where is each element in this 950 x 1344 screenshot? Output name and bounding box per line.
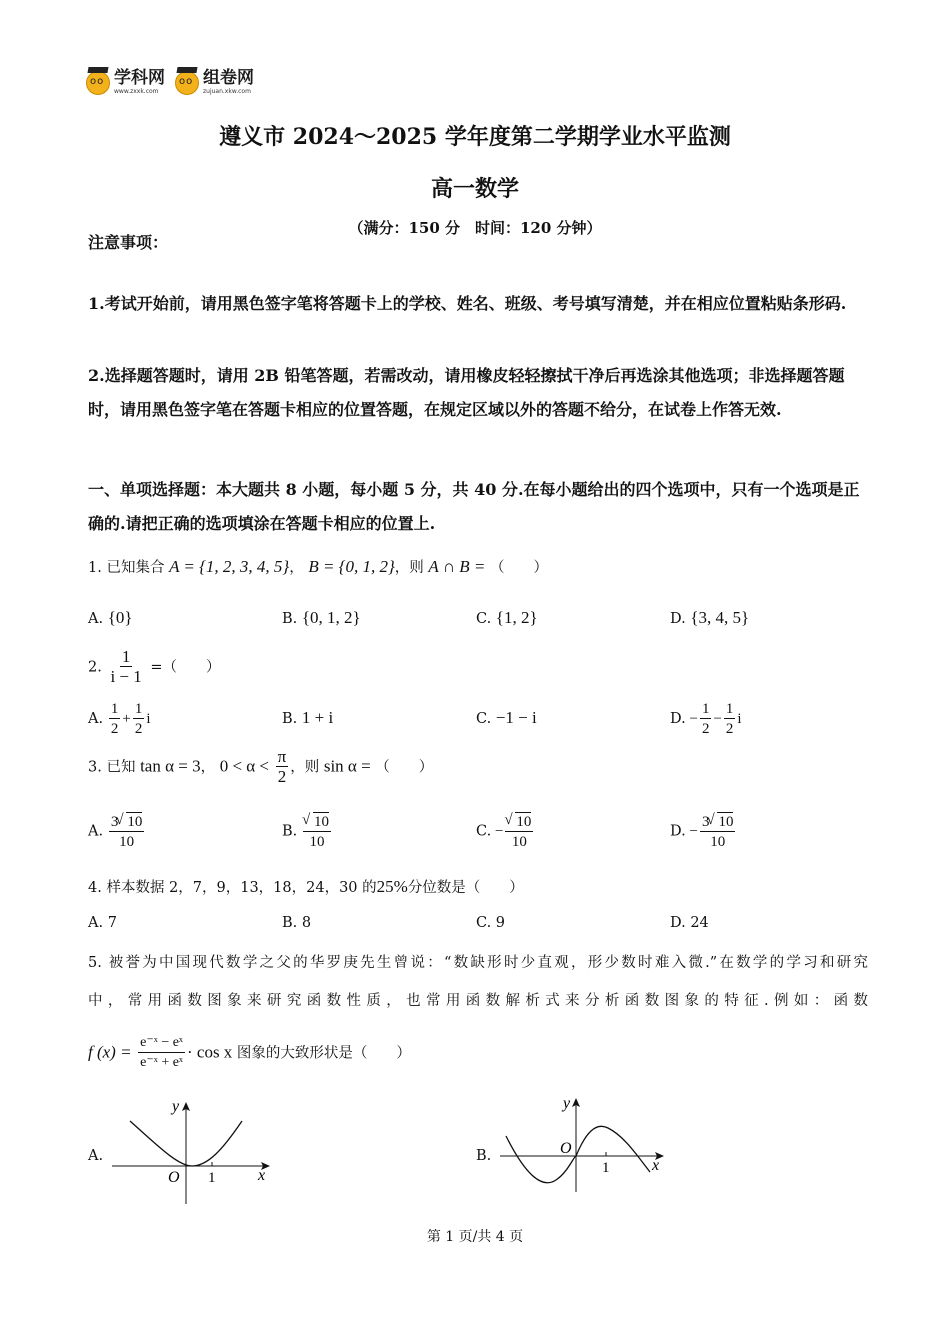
q5-line-1: 5. 被誉为中国现代数学之父的华罗庚先生曾说：“数缺形时少直观，形少数时难入微.”在数学的学习和研究 <box>88 955 868 971</box>
q1-set-a: A = {1, 2, 3, 4, 5} <box>169 557 290 576</box>
q1-separator: ， <box>289 560 304 576</box>
logo-name: 学科网 <box>114 68 165 88</box>
q3-prefix: 3. 已知 <box>88 759 136 776</box>
q2-option-b: B. 1 + i <box>282 708 334 727</box>
q5-graph-b-label: B. <box>476 1148 492 1164</box>
q2-option-c: C. −1 − i <box>476 708 537 727</box>
q5-tail: 图象的大致形状是（ ） <box>236 1045 411 1062</box>
q1-option-c: C. {1, 2} <box>476 608 538 627</box>
q1-answer-paren: （ ） <box>489 560 548 576</box>
question-1 <box>88 556 548 577</box>
notice-item-1: 1.考试开始前，请用黑色签字笔将答题卡上的学校、姓名、班级、考号填写清楚，并在相应位置粘贴条形码. <box>88 294 847 313</box>
q4-option-d: D. 24 <box>670 915 709 931</box>
y-axis-label: y <box>563 1095 571 1112</box>
question-4: 4. 样本数据 2，7，9，13，18，24，30 的25%分位数是（ ） <box>88 877 524 896</box>
question-2 <box>88 648 221 687</box>
q5-graph-b <box>496 1092 676 1200</box>
y-axis-label: y <box>172 1098 180 1115</box>
q3-pi-half: $\frac{\pi}{2}$ <box>277 747 287 786</box>
q1-option-d: D. {3, 4, 5} <box>670 608 750 627</box>
q5-cos: · cos x <box>186 1042 233 1062</box>
logo-zujuan <box>175 70 254 95</box>
q5-fx: f (x) = <box>88 1042 132 1062</box>
x-axis-label: x <box>652 1157 660 1174</box>
q2-tail: =（ ） <box>150 659 221 676</box>
q5-graph-a <box>108 1094 278 1208</box>
q1-intersection: A ∩ B = <box>428 557 486 576</box>
q1-prefix: 1. 已知集合 <box>88 560 165 576</box>
q3-option-b: B. √ $\frac{10}{10}$ <box>282 812 333 852</box>
logo-url: www.zxxk.com <box>114 88 159 95</box>
q5-line-2: 中，常用函数图象来研究函数性质，也常用函数解析式来分析函数图象的特征.例如：函数 <box>88 993 868 1009</box>
q1-option-b: B. {0, 1, 2} <box>282 608 361 627</box>
exam-meta: （满分：150 分 时间：120 分钟） <box>348 219 602 237</box>
q5-fraction: $\frac{\text{e⁻ˣ − eˣ}}{\text{e⁻ˣ + eˣ}}$ <box>140 1035 183 1070</box>
q2-option-d: D. − $\frac{1}{2}$ − $\frac{1}{2}$ i <box>670 701 742 737</box>
q1-option-a: A. {0} <box>88 608 133 627</box>
origin-label: O <box>560 1140 572 1157</box>
page-footer: 第 1 页/共 4 页 <box>426 1229 524 1245</box>
origin-label: O <box>168 1169 180 1186</box>
tick-1-label: 1 <box>602 1160 610 1176</box>
exam-title: 遵义市 2024～2025 学年度第二学期学业水平监测 <box>219 124 731 150</box>
q3-range: 0 < α < <box>219 756 270 776</box>
q4-option-b: B. 8 <box>282 915 312 931</box>
logo-mascot-icon <box>175 71 199 95</box>
q1-set-b: B = {0, 1, 2} <box>308 557 395 576</box>
logo-mascot-icon <box>86 71 110 95</box>
q5-formula-line <box>88 1034 411 1073</box>
q3-option-a: A. $\frac{3√ 10}{10}$ <box>88 812 146 852</box>
q2-prefix: 2. <box>88 659 102 676</box>
question-3: 3. 已知 tan α = 3， 0 < α < $\frac{\pi}{2}$ ，则 sin α = （ ） <box>88 747 434 786</box>
q5-graph-a-label: A. <box>88 1148 104 1164</box>
q2-option-a: A. $\frac{1}{2}$ + $\frac{1}{2}$ i <box>88 701 151 737</box>
q3-option-c: C. − √ $\frac{10}{10}$ <box>476 812 535 852</box>
exam-subject: 高一数学 <box>430 176 519 202</box>
q3-option-d: D. − $\frac{3√ 10}{10}$ <box>670 812 737 852</box>
q1-tail-text: ，则 <box>394 560 424 576</box>
q4-percent: 25% <box>376 877 408 896</box>
q4-option-a: A. 7 <box>88 915 117 931</box>
notice-heading: 注意事项： <box>88 233 169 252</box>
notice-item-2: 2.选择题答题时，请用 2B 铅笔答题，若需改动，请用橡皮轻轻擦拭干净后再选涂其他选项；非选择题答题时，请用黑色签字笔在答题卡相应的位置答题，在规定区域以外的答题不给分，在试卷上作答无效. <box>88 366 845 419</box>
q4-option-c: C. 9 <box>476 915 506 931</box>
q3-sin: sin α = <box>323 756 371 776</box>
tick-1-label: 1 <box>208 1170 216 1186</box>
q2-fraction: $\frac{1}{i - 1}$ <box>110 647 142 686</box>
section-1-heading: 一、单项选择题：本大题共 8 小题，每小题 5 分，共 40 分.在每小题给出的四个选项中，只有一个选项是正确的.请把正确的选项填涂在答题卡相应的位置上. <box>88 480 860 533</box>
q3-tan: tan α = 3 <box>140 756 201 776</box>
x-axis-label: x <box>258 1167 266 1184</box>
curve-b <box>506 1126 650 1182</box>
header-logos <box>86 70 254 95</box>
logo-zxxk <box>86 70 165 95</box>
logo-url: zujuan.xkw.com <box>203 88 251 95</box>
logo-name: 组卷网 <box>203 68 254 88</box>
